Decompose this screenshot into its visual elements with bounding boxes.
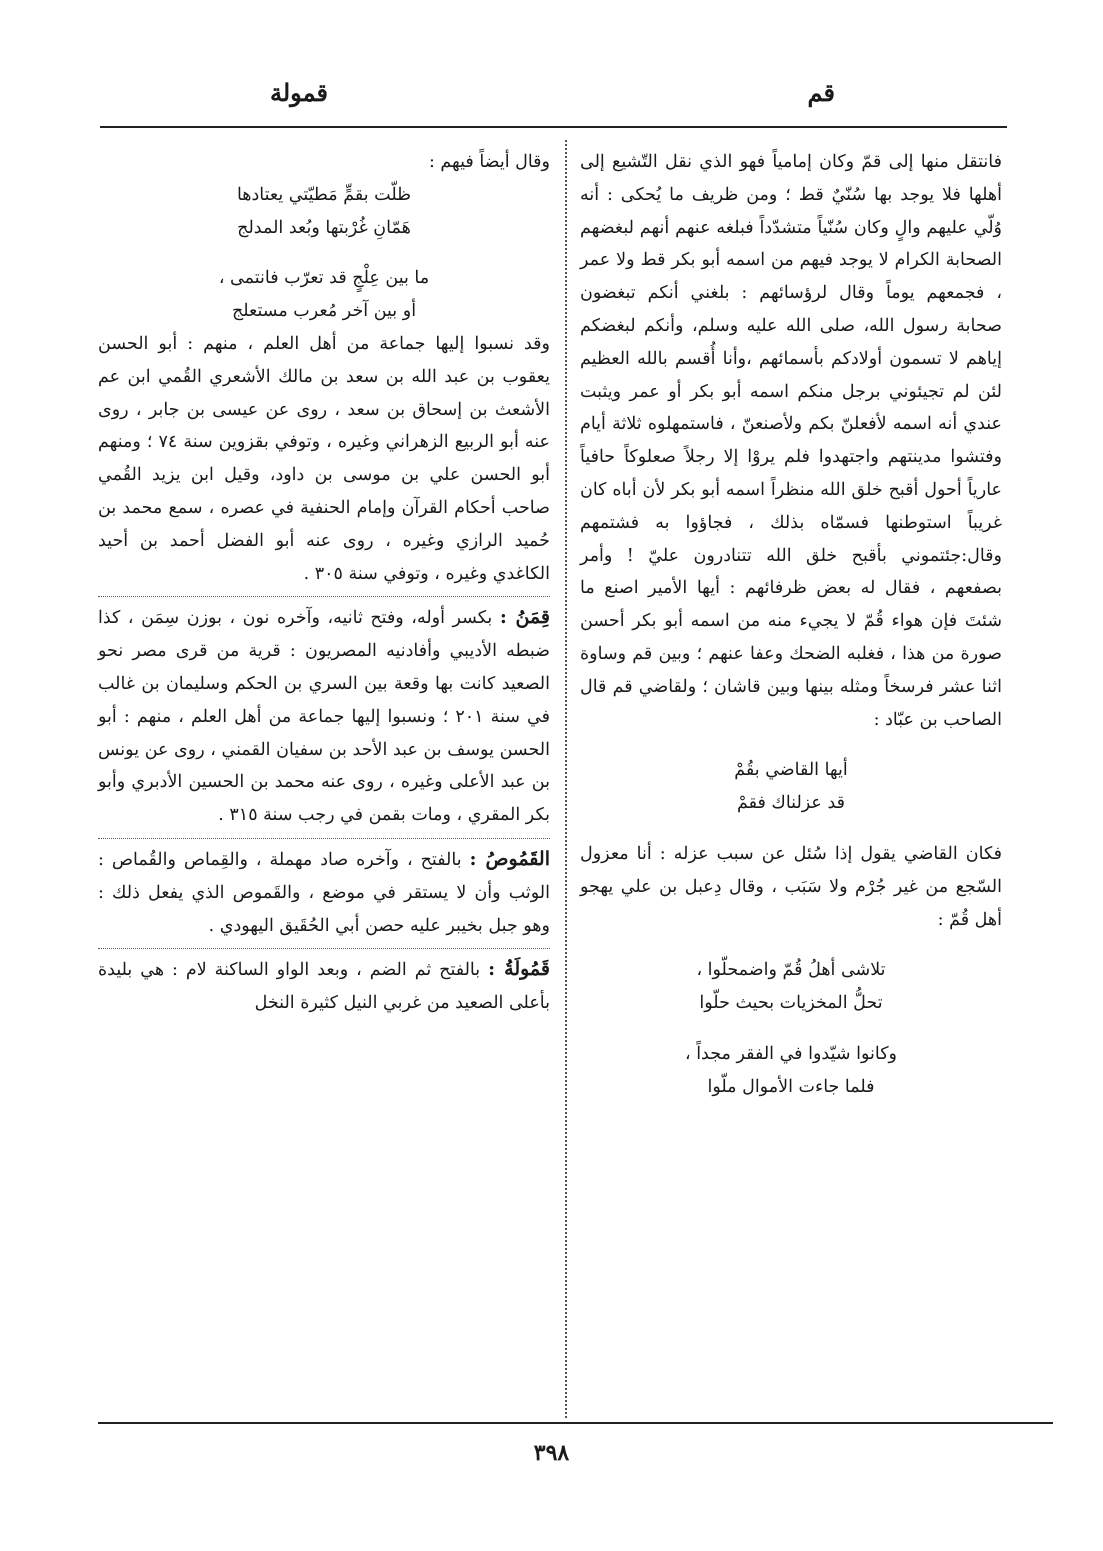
paragraph-scholars: وقد نسبوا إليها جماعة من أهل العلم ، منهم : أبو الحسن يعقوب بن عبد الله بن سعد بن مالك الأشعري القُمي ابن عم الأشعث بن إسحاق بن سعد ، روى عن عيسى بن جابر ، روى عنه أبو الربيع الزهراني وغيره ، وتوفي بقزوين سنة ٧٤ ؛ ومنهم أبو الحسن علي بن موسى بن داود، وقيل ابن يزيد القُمي صاحب أحكام القرآن وإمام الحنفية في عصره ، سمع محمد بن حُميد الرازي وغيره ، روى عنه أبو الفضل أحمد بن أحيد الكاغدي وغيره ، وتوفي سنة ٣٠٥ . <box>98 333 550 584</box>
verse-line: تلاشى أهلُ قُمّ واضمحلّوا ، <box>696 960 886 981</box>
entry-text: بالفتح ثم الضم ، وبعد الواو الساكنة لام : هي بليدة بأعلى الصعيد من غربي النيل كثيرة النخل <box>98 960 550 1014</box>
entry-divider <box>98 948 550 949</box>
header-word-left: قمولة <box>270 78 328 107</box>
column-divider <box>565 140 567 1418</box>
entry-qiman <box>98 601 550 832</box>
entry-headword: القَمُوصُ : <box>469 847 550 870</box>
verse-intro: وقال أيضاً فيهم : <box>428 152 550 172</box>
entry-qamula <box>98 953 550 1020</box>
page-number: ٣٩٨ <box>533 1440 570 1466</box>
verse-line: أيها القاضي بقُمْ <box>734 760 848 781</box>
verse-line: ظلّت بقمٍّ مَطيّتي يعتادها <box>236 184 412 205</box>
verse-line: ما بين عِلْجٍ قد تعرّب فانتمى ، <box>218 268 430 289</box>
verse-line: فلما جاءت الأموال ملّوا <box>707 1076 875 1097</box>
paragraph-qadi: فكان القاضي يقول إذا سُئل عن سبب عزله : أنا معزول السّجع من غير جُرْم ولا سَبَب ، وقال دِعبل بن علي يهجو أهل قُمّ : <box>580 843 1002 930</box>
paragraph-qum-story: فانتقل منها إلى قمّ وكان إمامياً فهو الذي نقل التّشيع إلى أهلها فلا يوجد بها سُنّيٌ قط ؛ ومن ظريف ما يُحكى : أنه وُلّي عليهم والٍ وكان سُنّياً متشدّداً فبلغه عنهم أنهم لبغضهم الصحابة الكرام لا يوجد فيهم من اسمه أبو بكر قط ولا عمر ، فجمعهم يوماً وقال لرؤسائهم : بلغني أنكم تبغضون صحابة رسول الله، صلى الله عليه وسلم، وأنكم لبغضكم إياهم لا تسمون أولادكم بأسمائهم ،وأنا أُقسم بالله العظيم لئن لم تجيئوني برجل منكم اسمه أبو بكر أو عمر ويثبت عندي أنه اسمه لأفعلنّ بكم ولأصنعنّ ، فاستمهلوه ثلاثة أيام وفتشوا مدينتهم واجتهدوا فلم يروْا إلا رجلاً صعلوكاً حافياً عارياً أحول أقبح خلق الله منظراً اسمه أبو بكر لأن أباه كان غريباً استوطنها فسمّاه بذلك ، فجاؤوا به فشتمهم وقال:جئتموني بأقبح خلق الله تتنادرون عليّ ! وأمر بصفعهم ، فقال له بعض ظرفائهم : أيها الأمير اصنع ما شئتَ فإن هواء قُمّ لا يجيء منه من اسمه أبو بكر أحسن صورة من هذا ، فغلبه الضحك وعفا عنهم ؛ وبين قم وساوة اثنا عشر فرسخاً ومثله بينها وبين قاشان ؛ ولقاضي قم قال الصاحب بن عبّاد : <box>580 152 1002 730</box>
right-column <box>580 146 1002 1104</box>
verse-line: وكانوا شيّدوا في الفقر مجداً ، <box>684 1043 898 1064</box>
entry-qamus <box>98 843 550 942</box>
verse-line: تحلُّ المخزيات بحيث حلّوا <box>699 993 883 1014</box>
entry-text: بالفتح ، وآخره صاد مهملة ، والقِماص والقُماص : الوثب وأن لا يستقر في موضع ، والقَموص الذي يفعل ذلك : وهو جبل بخيبر عليه حصن أبي الحُقَيق اليهودي . <box>98 849 550 936</box>
verse-line: هَمّانِ غُرْبتها وبُعد المدلج <box>237 217 411 238</box>
verse-line: أو بين آخر مُعرب مستعلج <box>231 301 417 322</box>
entry-headword: قِمَنُ : <box>499 606 550 629</box>
verse-line: قد عزلناك فقمْ <box>736 793 845 814</box>
left-column <box>98 146 550 1020</box>
entry-headword: قَمُولَةُ : <box>488 958 550 981</box>
entry-divider <box>98 596 550 597</box>
header-word-right: قم <box>807 78 835 107</box>
footer-divider <box>98 1422 1053 1424</box>
entry-text: بكسر أوله، وفتح ثانيه، وآخره نون ، بوزن سِمَن ، كذا ضبطه الأديبي وأفادنيه المصريون : قرية من قرى مصر نحو الصعيد كانت بها وقعة بين السري بن الحكم وسليمان بن غالب في سنة ٢٠١ ؛ ونسبوا إليها جماعة من أهل العلم ، منهم : أبو الحسن يوسف بن عبد الأحد بن سفيان القمني ، روى عن يونس بن عبد الأعلى وغيره ، روى عنه محمد بن الحسين الأدبري وأبو بكر المقري ، ومات بقمن في رجب سنة ٣١٥ . <box>98 608 551 826</box>
entry-divider <box>98 838 550 839</box>
header-divider <box>100 126 1007 128</box>
